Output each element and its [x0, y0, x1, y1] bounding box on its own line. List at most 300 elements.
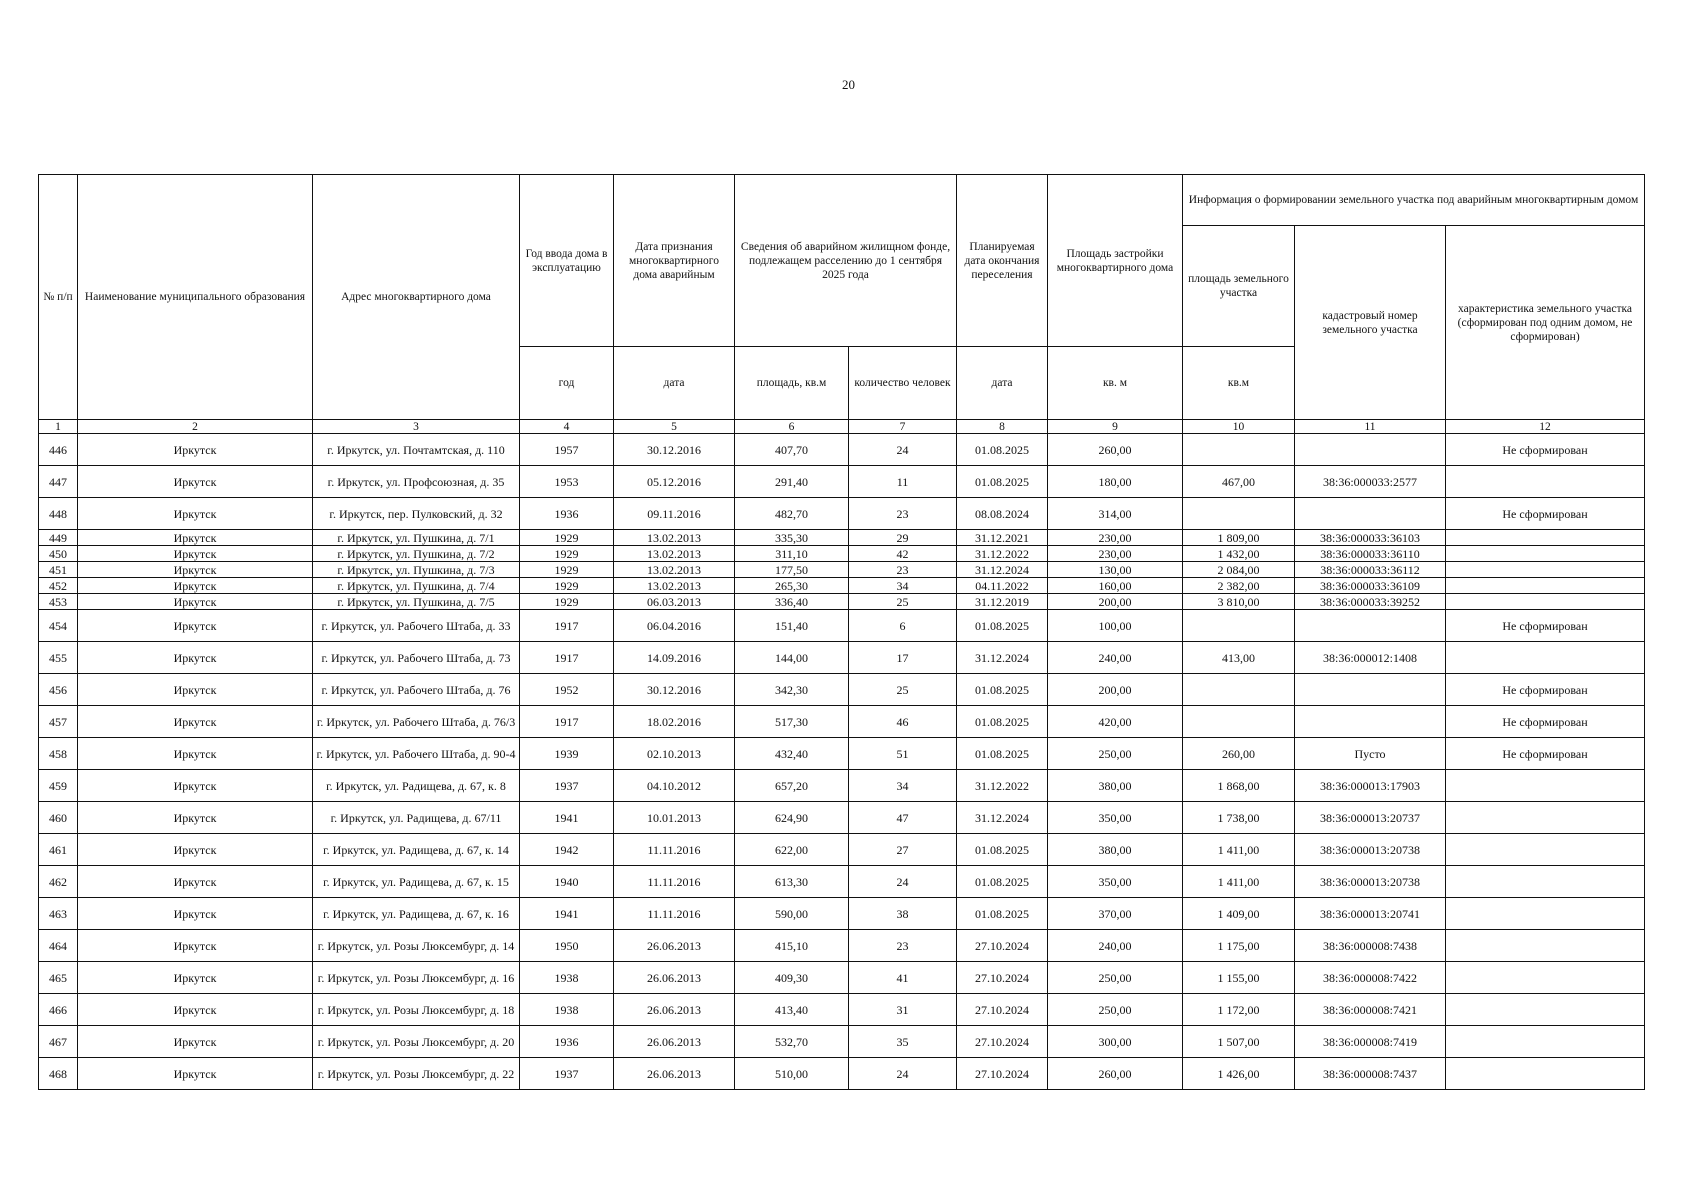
year-built-cell: 1937 — [520, 1058, 614, 1090]
land-status-cell — [1446, 562, 1645, 578]
planned-end-cell: 01.08.2025 — [957, 898, 1048, 930]
area-cell: 413,40 — [735, 994, 849, 1026]
area-cell: 336,40 — [735, 594, 849, 610]
date-declared-cell: 06.03.2013 — [614, 594, 735, 610]
cadastral-number-cell — [1295, 706, 1446, 738]
header-unit-sqm2: кв.м — [1183, 347, 1295, 420]
municipality-cell: Иркутск — [78, 498, 313, 530]
address-cell: г. Иркутск, ул. Пушкина, д. 7/3 — [313, 562, 520, 578]
year-built-cell: 1941 — [520, 802, 614, 834]
header-fund-info: Сведения об аварийном жилищном фонде, подлежащем расселению до 1 сентября 2025 года — [735, 175, 957, 347]
table-row — [39, 434, 1645, 466]
land-area-cell: 1 507,00 — [1183, 1026, 1295, 1058]
land-area-cell — [1183, 674, 1295, 706]
people-count-cell: 11 — [849, 466, 957, 498]
land-status-cell — [1446, 866, 1645, 898]
land-status-cell — [1446, 546, 1645, 562]
cadastral-number-cell: 38:36:000033:36109 — [1295, 578, 1446, 594]
address-cell: г. Иркутск, ул. Рабочего Штаба, д. 90-4 — [313, 738, 520, 770]
land-area-cell — [1183, 610, 1295, 642]
year-built-cell: 1936 — [520, 498, 614, 530]
column-number: 6 — [735, 420, 849, 434]
area-cell: 532,70 — [735, 1026, 849, 1058]
people-count-cell: 23 — [849, 562, 957, 578]
people-count-cell: 42 — [849, 546, 957, 562]
people-count-cell: 25 — [849, 674, 957, 706]
land-area-cell — [1183, 498, 1295, 530]
address-cell: г. Иркутск, ул. Рабочего Штаба, д. 76/3 — [313, 706, 520, 738]
planned-end-cell: 27.10.2024 — [957, 994, 1048, 1026]
building-area-cell: 240,00 — [1048, 642, 1183, 674]
cadastral-number-cell: 38:36:000013:17903 — [1295, 770, 1446, 802]
year-built-cell: 1957 — [520, 434, 614, 466]
area-cell: 409,30 — [735, 962, 849, 994]
land-status-cell — [1446, 642, 1645, 674]
row-number: 465 — [39, 962, 78, 994]
municipality-cell: Иркутск — [78, 466, 313, 498]
cadastral-number-cell: 38:36:000008:7421 — [1295, 994, 1446, 1026]
land-area-cell: 1 426,00 — [1183, 1058, 1295, 1090]
address-cell: г. Иркутск, ул. Пушкина, д. 7/1 — [313, 530, 520, 546]
building-area-cell: 260,00 — [1048, 1058, 1183, 1090]
address-cell: г. Иркутск, ул. Пушкина, д. 7/2 — [313, 546, 520, 562]
municipality-cell: Иркутск — [78, 546, 313, 562]
area-cell: 624,90 — [735, 802, 849, 834]
row-number: 462 — [39, 866, 78, 898]
date-declared-cell: 26.06.2013 — [614, 1026, 735, 1058]
building-area-cell: 160,00 — [1048, 578, 1183, 594]
municipality-cell: Иркутск — [78, 530, 313, 546]
date-declared-cell: 11.11.2016 — [614, 898, 735, 930]
row-number: 464 — [39, 930, 78, 962]
date-declared-cell: 06.04.2016 — [614, 610, 735, 642]
column-number: 5 — [614, 420, 735, 434]
year-built-cell: 1929 — [520, 530, 614, 546]
table-row — [39, 770, 1645, 802]
land-status-cell — [1446, 930, 1645, 962]
area-cell: 517,30 — [735, 706, 849, 738]
land-area-cell: 467,00 — [1183, 466, 1295, 498]
table-row — [39, 466, 1645, 498]
year-built-cell: 1937 — [520, 770, 614, 802]
people-count-cell: 23 — [849, 498, 957, 530]
municipality-cell: Иркутск — [78, 898, 313, 930]
address-cell: г. Иркутск, ул. Радищева, д. 67, к. 8 — [313, 770, 520, 802]
cadastral-number-cell: 38:36:000008:7438 — [1295, 930, 1446, 962]
cadastral-number-cell: 38:36:000013:20741 — [1295, 898, 1446, 930]
building-area-cell: 370,00 — [1048, 898, 1183, 930]
cadastral-number-cell: 38:36:000012:1408 — [1295, 642, 1446, 674]
building-area-cell: 130,00 — [1048, 562, 1183, 578]
address-cell: г. Иркутск, ул. Радищева, д. 67, к. 16 — [313, 898, 520, 930]
address-cell: г. Иркутск, ул. Радищева, д. 67, к. 15 — [313, 866, 520, 898]
building-area-cell: 200,00 — [1048, 674, 1183, 706]
header-building-area: Площадь застройки многоквартирного дома — [1048, 175, 1183, 347]
land-area-cell: 2 382,00 — [1183, 578, 1295, 594]
table-row — [39, 674, 1645, 706]
date-declared-cell: 30.12.2016 — [614, 434, 735, 466]
planned-end-cell: 01.08.2025 — [957, 866, 1048, 898]
address-cell: г. Иркутск, ул. Розы Люксембург, д. 22 — [313, 1058, 520, 1090]
land-status-cell: Не сформирован — [1446, 498, 1645, 530]
people-count-cell: 34 — [849, 578, 957, 594]
cadastral-number-cell — [1295, 674, 1446, 706]
people-count-cell: 29 — [849, 530, 957, 546]
row-number: 447 — [39, 466, 78, 498]
date-declared-cell: 14.09.2016 — [614, 642, 735, 674]
header-unit-date: дата — [614, 347, 735, 420]
column-number: 4 — [520, 420, 614, 434]
people-count-cell: 24 — [849, 434, 957, 466]
land-status-cell — [1446, 1058, 1645, 1090]
date-declared-cell: 02.10.2013 — [614, 738, 735, 770]
year-built-cell: 1917 — [520, 642, 614, 674]
planned-end-cell: 27.10.2024 — [957, 962, 1048, 994]
year-built-cell: 1936 — [520, 1026, 614, 1058]
table-row — [39, 594, 1645, 610]
table-row — [39, 610, 1645, 642]
table-row — [39, 866, 1645, 898]
planned-end-cell: 04.11.2022 — [957, 578, 1048, 594]
municipality-cell: Иркутск — [78, 562, 313, 578]
people-count-cell: 46 — [849, 706, 957, 738]
year-built-cell: 1940 — [520, 866, 614, 898]
land-area-cell: 1 809,00 — [1183, 530, 1295, 546]
header-address: Адрес многоквартирного дома — [313, 175, 520, 420]
land-area-cell: 1 172,00 — [1183, 994, 1295, 1026]
building-area-cell: 250,00 — [1048, 738, 1183, 770]
date-declared-cell: 18.02.2016 — [614, 706, 735, 738]
building-area-cell: 260,00 — [1048, 434, 1183, 466]
land-status-cell: Не сформирован — [1446, 674, 1645, 706]
cadastral-number-cell: 38:36:000013:20737 — [1295, 802, 1446, 834]
date-declared-cell: 10.01.2013 — [614, 802, 735, 834]
land-area-cell: 1 411,00 — [1183, 834, 1295, 866]
cadastral-number-cell: 38:36:000013:20738 — [1295, 866, 1446, 898]
column-number: 8 — [957, 420, 1048, 434]
year-built-cell: 1953 — [520, 466, 614, 498]
area-cell: 482,70 — [735, 498, 849, 530]
area-cell: 291,40 — [735, 466, 849, 498]
people-count-cell: 25 — [849, 594, 957, 610]
row-number: 448 — [39, 498, 78, 530]
area-cell: 407,70 — [735, 434, 849, 466]
column-number-row — [39, 420, 1645, 434]
planned-end-cell: 08.08.2024 — [957, 498, 1048, 530]
building-area-cell: 250,00 — [1048, 994, 1183, 1026]
date-declared-cell: 26.06.2013 — [614, 994, 735, 1026]
land-status-cell: Не сформирован — [1446, 738, 1645, 770]
people-count-cell: 6 — [849, 610, 957, 642]
date-declared-cell: 13.02.2013 — [614, 546, 735, 562]
municipality-cell: Иркутск — [78, 834, 313, 866]
header-planned-end: Планируемая дата окончания переселения — [957, 175, 1048, 347]
year-built-cell: 1938 — [520, 962, 614, 994]
building-area-cell: 180,00 — [1048, 466, 1183, 498]
row-number: 467 — [39, 1026, 78, 1058]
address-cell: г. Иркутск, ул. Радищева, д. 67/11 — [313, 802, 520, 834]
header-land-area: площадь земельного участка — [1183, 226, 1295, 347]
building-area-cell: 230,00 — [1048, 546, 1183, 562]
address-cell: г. Иркутск, ул. Розы Люксембург, д. 18 — [313, 994, 520, 1026]
header-unit-people: количество человек — [849, 347, 957, 420]
table-row — [39, 994, 1645, 1026]
table-row — [39, 546, 1645, 562]
land-status-cell: Не сформирован — [1446, 610, 1645, 642]
municipality-cell: Иркутск — [78, 706, 313, 738]
date-declared-cell: 26.06.2013 — [614, 962, 735, 994]
date-declared-cell: 13.02.2013 — [614, 530, 735, 546]
planned-end-cell: 31.12.2021 — [957, 530, 1048, 546]
building-area-cell: 250,00 — [1048, 962, 1183, 994]
area-cell: 613,30 — [735, 866, 849, 898]
date-declared-cell: 26.06.2013 — [614, 930, 735, 962]
row-number: 446 — [39, 434, 78, 466]
municipality-cell: Иркутск — [78, 642, 313, 674]
land-status-cell — [1446, 834, 1645, 866]
building-area-cell: 350,00 — [1048, 802, 1183, 834]
planned-end-cell: 31.12.2024 — [957, 802, 1048, 834]
people-count-cell: 31 — [849, 994, 957, 1026]
header-num: № п/п — [39, 175, 78, 420]
year-built-cell: 1939 — [520, 738, 614, 770]
planned-end-cell: 31.12.2022 — [957, 546, 1048, 562]
building-area-cell: 350,00 — [1048, 866, 1183, 898]
row-number: 454 — [39, 610, 78, 642]
building-area-cell: 314,00 — [1048, 498, 1183, 530]
people-count-cell: 51 — [849, 738, 957, 770]
land-status-cell — [1446, 530, 1645, 546]
table-row — [39, 706, 1645, 738]
land-status-cell — [1446, 594, 1645, 610]
area-cell: 415,10 — [735, 930, 849, 962]
year-built-cell: 1917 — [520, 706, 614, 738]
year-built-cell: 1917 — [520, 610, 614, 642]
emergency-housing-table — [38, 174, 1645, 1090]
people-count-cell: 23 — [849, 930, 957, 962]
table-row — [39, 1058, 1645, 1090]
column-number: 3 — [313, 420, 520, 434]
address-cell: г. Иркутск, пер. Пулковский, д. 32 — [313, 498, 520, 530]
planned-end-cell: 01.08.2025 — [957, 706, 1048, 738]
municipality-cell: Иркутск — [78, 866, 313, 898]
cadastral-number-cell — [1295, 498, 1446, 530]
cadastral-number-cell: 38:36:000033:2577 — [1295, 466, 1446, 498]
table-row — [39, 642, 1645, 674]
column-number: 11 — [1295, 420, 1446, 434]
header-unit-date2: дата — [957, 347, 1048, 420]
land-status-cell — [1446, 1026, 1645, 1058]
land-status-cell: Не сформирован — [1446, 706, 1645, 738]
address-cell: г. Иркутск, ул. Пушкина, д. 7/5 — [313, 594, 520, 610]
table-row — [39, 802, 1645, 834]
address-cell: г. Иркутск, ул. Радищева, д. 67, к. 14 — [313, 834, 520, 866]
municipality-cell: Иркутск — [78, 1058, 313, 1090]
address-cell: г. Иркутск, ул. Розы Люксембург, д. 16 — [313, 962, 520, 994]
address-cell: г. Иркутск, ул. Рабочего Штаба, д. 33 — [313, 610, 520, 642]
column-number: 2 — [78, 420, 313, 434]
planned-end-cell: 01.08.2025 — [957, 834, 1048, 866]
planned-end-cell: 01.08.2025 — [957, 466, 1048, 498]
column-number: 7 — [849, 420, 957, 434]
area-cell: 177,50 — [735, 562, 849, 578]
area-cell: 144,00 — [735, 642, 849, 674]
column-number: 9 — [1048, 420, 1183, 434]
table-row — [39, 962, 1645, 994]
table-row — [39, 498, 1645, 530]
row-number: 463 — [39, 898, 78, 930]
land-area-cell: 413,00 — [1183, 642, 1295, 674]
row-number: 459 — [39, 770, 78, 802]
header-unit-year: год — [520, 347, 614, 420]
year-built-cell: 1950 — [520, 930, 614, 962]
municipality-cell: Иркутск — [78, 674, 313, 706]
planned-end-cell: 31.12.2019 — [957, 594, 1048, 610]
table-row — [39, 530, 1645, 546]
land-status-cell — [1446, 466, 1645, 498]
header-cadastral: кадастровый номер земельного участка — [1295, 226, 1446, 420]
row-number: 451 — [39, 562, 78, 578]
row-number: 466 — [39, 994, 78, 1026]
address-cell: г. Иркутск, ул. Розы Люксембург, д. 20 — [313, 1026, 520, 1058]
cadastral-number-cell — [1295, 610, 1446, 642]
land-status-cell: Не сформирован — [1446, 434, 1645, 466]
address-cell: г. Иркутск, ул. Рабочего Штаба, д. 76 — [313, 674, 520, 706]
date-declared-cell: 13.02.2013 — [614, 578, 735, 594]
land-area-cell: 1 175,00 — [1183, 930, 1295, 962]
header-unit-area: площадь, кв.м — [735, 347, 849, 420]
planned-end-cell: 31.12.2024 — [957, 562, 1048, 578]
land-status-cell — [1446, 994, 1645, 1026]
area-cell: 265,30 — [735, 578, 849, 594]
row-number: 455 — [39, 642, 78, 674]
land-status-cell — [1446, 802, 1645, 834]
people-count-cell: 24 — [849, 1058, 957, 1090]
column-number: 1 — [39, 420, 78, 434]
row-number: 457 — [39, 706, 78, 738]
row-number: 460 — [39, 802, 78, 834]
year-built-cell: 1952 — [520, 674, 614, 706]
row-number: 458 — [39, 738, 78, 770]
land-area-cell: 1 155,00 — [1183, 962, 1295, 994]
land-area-cell: 2 084,00 — [1183, 562, 1295, 578]
land-status-cell — [1446, 578, 1645, 594]
row-number: 452 — [39, 578, 78, 594]
column-number: 10 — [1183, 420, 1295, 434]
table-row — [39, 834, 1645, 866]
year-built-cell: 1929 — [520, 594, 614, 610]
address-cell: г. Иркутск, ул. Пушкина, д. 7/4 — [313, 578, 520, 594]
land-area-cell: 260,00 — [1183, 738, 1295, 770]
header-municipality: Наименование муниципального образования — [78, 175, 313, 420]
people-count-cell: 24 — [849, 866, 957, 898]
municipality-cell: Иркутск — [78, 962, 313, 994]
building-area-cell: 300,00 — [1048, 1026, 1183, 1058]
row-number: 456 — [39, 674, 78, 706]
column-number: 12 — [1446, 420, 1645, 434]
cadastral-number-cell: 38:36:000008:7422 — [1295, 962, 1446, 994]
cadastral-number-cell: 38:36:000033:36103 — [1295, 530, 1446, 546]
cadastral-number-cell — [1295, 434, 1446, 466]
municipality-cell: Иркутск — [78, 802, 313, 834]
municipality-cell: Иркутск — [78, 994, 313, 1026]
municipality-cell: Иркутск — [78, 930, 313, 962]
planned-end-cell: 01.08.2025 — [957, 674, 1048, 706]
row-number: 468 — [39, 1058, 78, 1090]
date-declared-cell: 26.06.2013 — [614, 1058, 735, 1090]
municipality-cell: Иркутск — [78, 434, 313, 466]
table-row — [39, 1026, 1645, 1058]
date-declared-cell: 04.10.2012 — [614, 770, 735, 802]
table-row — [39, 898, 1645, 930]
land-status-cell — [1446, 898, 1645, 930]
building-area-cell: 380,00 — [1048, 834, 1183, 866]
planned-end-cell: 27.10.2024 — [957, 930, 1048, 962]
row-number: 461 — [39, 834, 78, 866]
cadastral-number-cell: 38:36:000008:7419 — [1295, 1026, 1446, 1058]
row-number: 450 — [39, 546, 78, 562]
cadastral-number-cell: Пусто — [1295, 738, 1446, 770]
date-declared-cell: 09.11.2016 — [614, 498, 735, 530]
building-area-cell: 380,00 — [1048, 770, 1183, 802]
table-row — [39, 578, 1645, 594]
cadastral-number-cell: 38:36:000033:36112 — [1295, 562, 1446, 578]
land-area-cell — [1183, 434, 1295, 466]
people-count-cell: 34 — [849, 770, 957, 802]
land-area-cell: 1 432,00 — [1183, 546, 1295, 562]
land-area-cell — [1183, 706, 1295, 738]
municipality-cell: Иркутск — [78, 610, 313, 642]
municipality-cell: Иркутск — [78, 738, 313, 770]
table-row — [39, 930, 1645, 962]
people-count-cell: 41 — [849, 962, 957, 994]
row-number: 449 — [39, 530, 78, 546]
address-cell: г. Иркутск, ул. Рабочего Штаба, д. 73 — [313, 642, 520, 674]
table-row — [39, 738, 1645, 770]
building-area-cell: 200,00 — [1048, 594, 1183, 610]
land-area-cell: 1 868,00 — [1183, 770, 1295, 802]
area-cell: 590,00 — [735, 898, 849, 930]
planned-end-cell: 31.12.2022 — [957, 770, 1048, 802]
building-area-cell: 240,00 — [1048, 930, 1183, 962]
land-area-cell: 1 409,00 — [1183, 898, 1295, 930]
cadastral-number-cell: 38:36:000033:36110 — [1295, 546, 1446, 562]
header-year-built: Год ввода дома в эксплуатацию — [520, 175, 614, 347]
people-count-cell: 38 — [849, 898, 957, 930]
people-count-cell: 27 — [849, 834, 957, 866]
cadastral-number-cell: 38:36:000033:39252 — [1295, 594, 1446, 610]
land-status-cell — [1446, 962, 1645, 994]
address-cell: г. Иркутск, ул. Розы Люксембург, д. 14 — [313, 930, 520, 962]
page-number: 20 — [842, 77, 855, 92]
date-declared-cell: 11.11.2016 — [614, 866, 735, 898]
area-cell: 432,40 — [735, 738, 849, 770]
area-cell: 151,40 — [735, 610, 849, 642]
date-declared-cell: 13.02.2013 — [614, 562, 735, 578]
municipality-cell: Иркутск — [78, 770, 313, 802]
area-cell: 510,00 — [735, 1058, 849, 1090]
building-area-cell: 230,00 — [1048, 530, 1183, 546]
people-count-cell: 47 — [849, 802, 957, 834]
year-built-cell: 1929 — [520, 546, 614, 562]
planned-end-cell: 01.08.2025 — [957, 434, 1048, 466]
header-land-info: Информация о формировании земельного участка под аварийным многоквартирным домом — [1183, 175, 1645, 226]
address-cell: г. Иркутск, ул. Почтамтская, д. 110 — [313, 434, 520, 466]
building-area-cell: 100,00 — [1048, 610, 1183, 642]
people-count-cell: 17 — [849, 642, 957, 674]
land-area-cell: 1 738,00 — [1183, 802, 1295, 834]
planned-end-cell: 01.08.2025 — [957, 738, 1048, 770]
